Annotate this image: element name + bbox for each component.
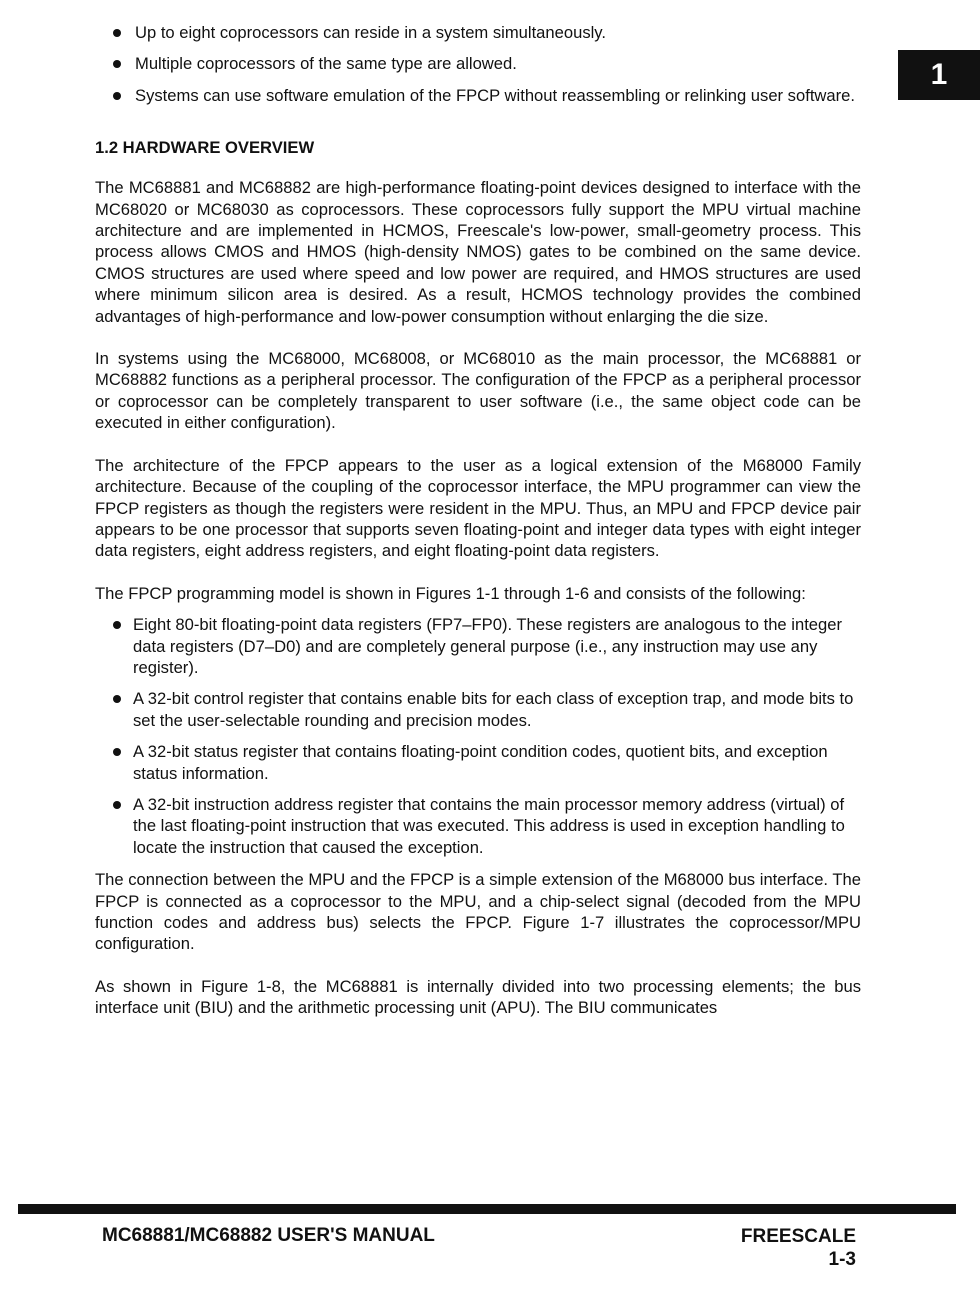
list-item: Systems can use software emulation of the FPCP without reassembling or relinking user software. (95, 85, 861, 106)
list-item: Up to eight coprocessors can reside in a system simultaneously. (95, 22, 861, 43)
bullet-icon (113, 92, 121, 100)
chapter-tab-label: 1 (930, 58, 948, 91)
bullet-icon (113, 60, 121, 68)
paragraph: The FPCP programming model is shown in Figures 1-1 through 1-6 and consists of the following: (95, 583, 806, 603)
footer-title: MC68881/MC68882 USER'S MANUAL (102, 1225, 435, 1246)
bullet-icon (113, 29, 121, 37)
footer-right (741, 1225, 856, 1271)
list-item: Eight 80-bit floating-point data registers (FP7–FP0). These registers are analogous to the integer data registers (D7–D0) and are completely general purpose (i.e., any instruction may use any register). (95, 614, 861, 678)
footer-rule (18, 1204, 956, 1214)
paragraph: The architecture of the FPCP appears to the user as a logical extension of the M68000 Family architecture. Because of the coupling of the coprocessor interface, the MPU programmer can view the FPCP registers as though the registers were resident in the MPU. Thus, an MPU and FPCP device pair appears to be one processor that supports seven floating-point and integer data types with eight integer data registers, eight address registers, and eight floating-point data registers. (95, 455, 861, 561)
list-item: A 32-bit control register that contains enable bits for each class of exception trap, and mode bits to set the user-selectable rounding and precision modes. (95, 688, 861, 731)
section-heading: 1.2 HARDWARE OVERVIEW (95, 138, 315, 158)
list-item: Multiple coprocessors of the same type are allowed. (95, 53, 861, 74)
paragraph: In systems using the MC68000, MC68008, or MC68010 as the main processor, the MC68881 or MC68882 functions as a peripheral processor. The configuration of the FPCP as a peripheral processor or coprocessor can be completely transparent to user software (i.e., the same object code can be executed in either configuration). (95, 349, 861, 433)
bullet-icon (113, 748, 121, 756)
paragraph: As shown in Figure 1-8, the MC68881 is internally divided into two processing elements; the bus interface unit (BIU) and the arithmetic processing unit (APU). The BIU communicates (95, 976, 861, 1018)
list-item: A 32-bit instruction address register that contains the main processor memory address (virtual) of the last floating-point instruction that was executed. This address is used in exception handling to locate the instruction that caused the exception. (95, 794, 861, 858)
page-number: 1-3 (828, 1249, 856, 1270)
bullet-icon (113, 621, 121, 629)
list-item: A 32-bit status register that contains floating-point condition codes, quotient bits, and exception status information. (95, 741, 861, 784)
bullet-icon (113, 695, 121, 703)
paragraph: The MC68881 and MC68882 are high-performance floating-point devices designed to interface with the MC68020 or MC68030 as coprocessors. These coprocessors fully support the MPU virtual machine architecture and are implemented in HCMOS, Freescale's low-power, small-geometry process. This process allows CMOS and HMOS (high-density NMOS) gates to be combined on the same device. CMOS structures are used where speed and low power are required, and HMOS structures are used where minimum silicon area is desired. As a result, HCMOS technology provides the combined advantages of high-performance and low-power consumption without enlarging the die size. (95, 178, 861, 326)
chapter-tab (898, 50, 980, 100)
footer-brand: FREESCALE (740, 1226, 856, 1247)
feature-bullet-list (95, 22, 861, 106)
page-content (95, 22, 861, 1040)
programming-model-list (95, 614, 861, 858)
paragraph: The connection between the MPU and the FPCP is a simple extension of the M68000 bus interface. The FPCP is connected as a coprocessor to the MPU, and a chip-select signal (decoded from the MPU function codes and address bus) selects the FPCP. Figure 1-7 illustrates the coprocessor/MPU configuration. (95, 870, 861, 954)
bullet-icon (113, 801, 121, 809)
